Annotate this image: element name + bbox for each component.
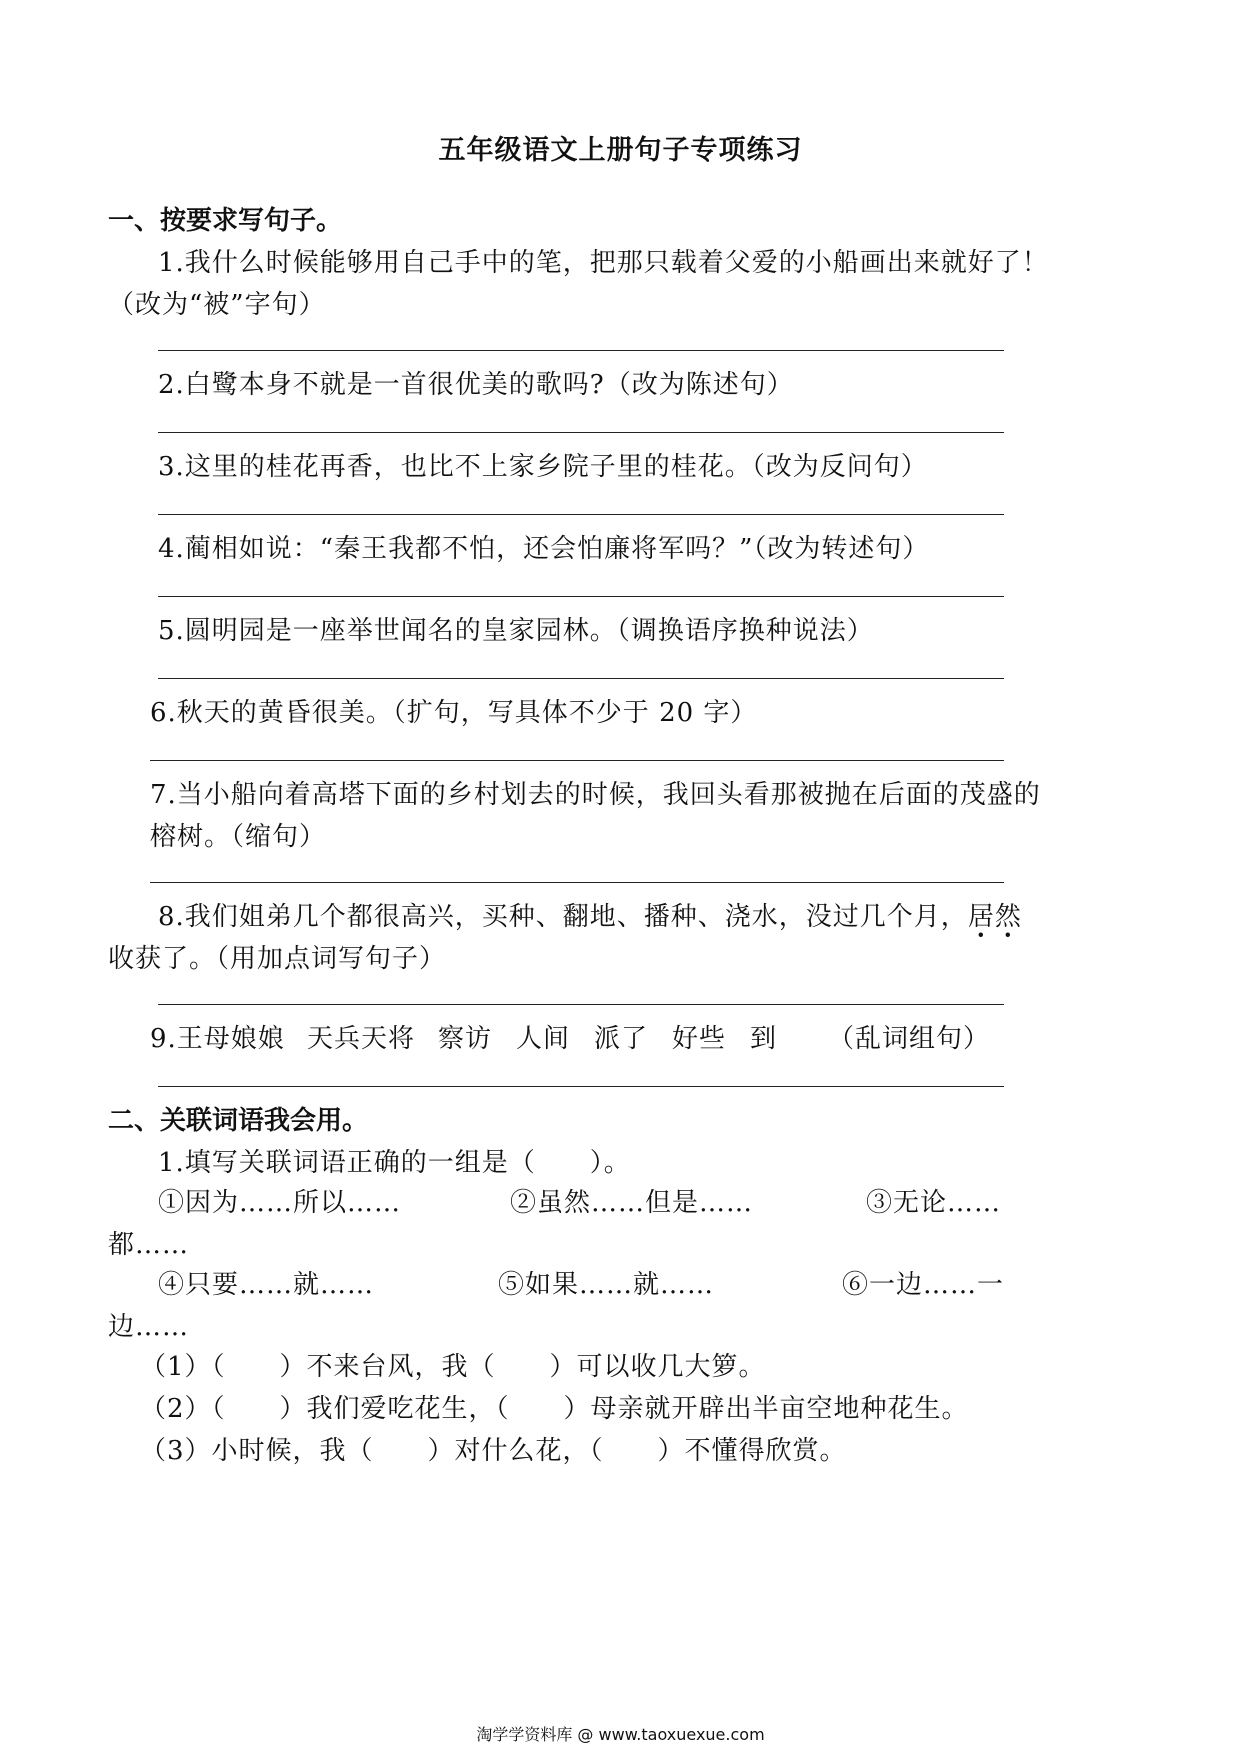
question-9-word-7: 到 xyxy=(750,1024,778,1054)
option-6-line-1: ⑥一边……一 xyxy=(842,1270,1005,1300)
option-5: ⑤如果……就…… xyxy=(498,1270,715,1300)
question-5: 5.圆明园是一座举世闻名的皇家园林。（调换语序换种说法） xyxy=(158,616,874,646)
question-7-line-1: 7.当小船向着高塔下面的乡村划去的时候，我回头看那被抛在后面的茂盛的 xyxy=(150,780,1041,810)
question-1-line-1: 1.我什么时候能够用自己手中的笔，把那只载着父爱的小船画出来就好了！ xyxy=(158,248,1049,278)
answer-line-5[interactable] xyxy=(158,678,1004,679)
answer-line-1[interactable] xyxy=(158,350,1004,351)
answer-line-3[interactable] xyxy=(158,514,1004,515)
question-3: 3.这里的桂花再香，也比不上家乡院子里的桂花。（改为反问句） xyxy=(158,452,928,482)
choice-question-intro: 1.填写关联词语正确的一组是（ ）。 xyxy=(158,1148,631,1178)
fill-sentence-3: （3）小时候，我（ ）对什么花，（ ）不懂得欣赏。 xyxy=(140,1436,847,1466)
answer-line-4[interactable] xyxy=(158,596,1004,597)
question-9-word-4: 人间 xyxy=(516,1024,571,1054)
page-title: 五年级语文上册句子专项练习 xyxy=(438,135,803,166)
answer-line-8[interactable] xyxy=(158,1004,1004,1005)
option-3-line-1: ③无论…… xyxy=(866,1188,1002,1218)
footer-watermark: 淘学学资料库 @ www.taoxuexue.com xyxy=(476,1725,765,1744)
option-2: ②虽然……但是…… xyxy=(510,1188,754,1218)
dotted-char-1: 居 xyxy=(967,902,995,932)
section-heading-2: 二、关联词语我会用。 xyxy=(108,1106,369,1136)
answer-line-6[interactable] xyxy=(150,760,1004,761)
question-9-word-3: 察访 xyxy=(438,1024,493,1054)
question-9-word-6: 好些 xyxy=(672,1024,727,1054)
answer-line-9[interactable] xyxy=(158,1086,1004,1087)
question-9-word-1: 9.王母娘娘 xyxy=(150,1024,285,1054)
question-6: 6.秋天的黄昏很美。（扩句，写具体不少于 20 字） xyxy=(150,698,758,728)
question-9-word-2: 天兵天将 xyxy=(307,1024,416,1054)
question-7-line-2: 榕树。（缩句） xyxy=(150,822,327,852)
question-1-line-2: （改为“被”字句） xyxy=(108,290,326,320)
question-9-hint: （乱词组句） xyxy=(828,1024,991,1054)
option-1: ①因为……所以…… xyxy=(158,1188,402,1218)
question-4: 4.蔺相如说：“秦王我都不怕，还会怕廉将军吗？”（改为转述句） xyxy=(158,534,930,564)
option-6-line-2: 边…… xyxy=(108,1312,190,1342)
question-8-text: 8.我们姐弟几个都很高兴，买种、翻地、播种、浇水，没过几个月， xyxy=(158,902,968,932)
question-8-line-2: 收获了。（用加点词写句子） xyxy=(108,944,447,974)
option-4: ④只要……就…… xyxy=(158,1270,375,1300)
fill-sentence-2: （2）（ ）我们爱吃花生，（ ）母亲就开辟出半亩空地种花生。 xyxy=(140,1394,969,1424)
question-2: 2.白鹭本身不就是一首很优美的歌吗?（改为陈述句） xyxy=(158,370,794,400)
dotted-char-2: 然 xyxy=(994,902,1022,932)
section-heading-1: 一、按要求写句子。 xyxy=(108,206,343,236)
answer-line-2[interactable] xyxy=(158,432,1004,433)
question-9-word-5: 派了 xyxy=(594,1024,649,1054)
option-3-line-2: 都…… xyxy=(108,1230,190,1260)
answer-line-7[interactable] xyxy=(150,882,1004,883)
question-8-line-1 xyxy=(158,896,1022,933)
fill-sentence-1: （1）（ ）不来台风，我（ ）可以收几大箩。 xyxy=(140,1352,766,1382)
